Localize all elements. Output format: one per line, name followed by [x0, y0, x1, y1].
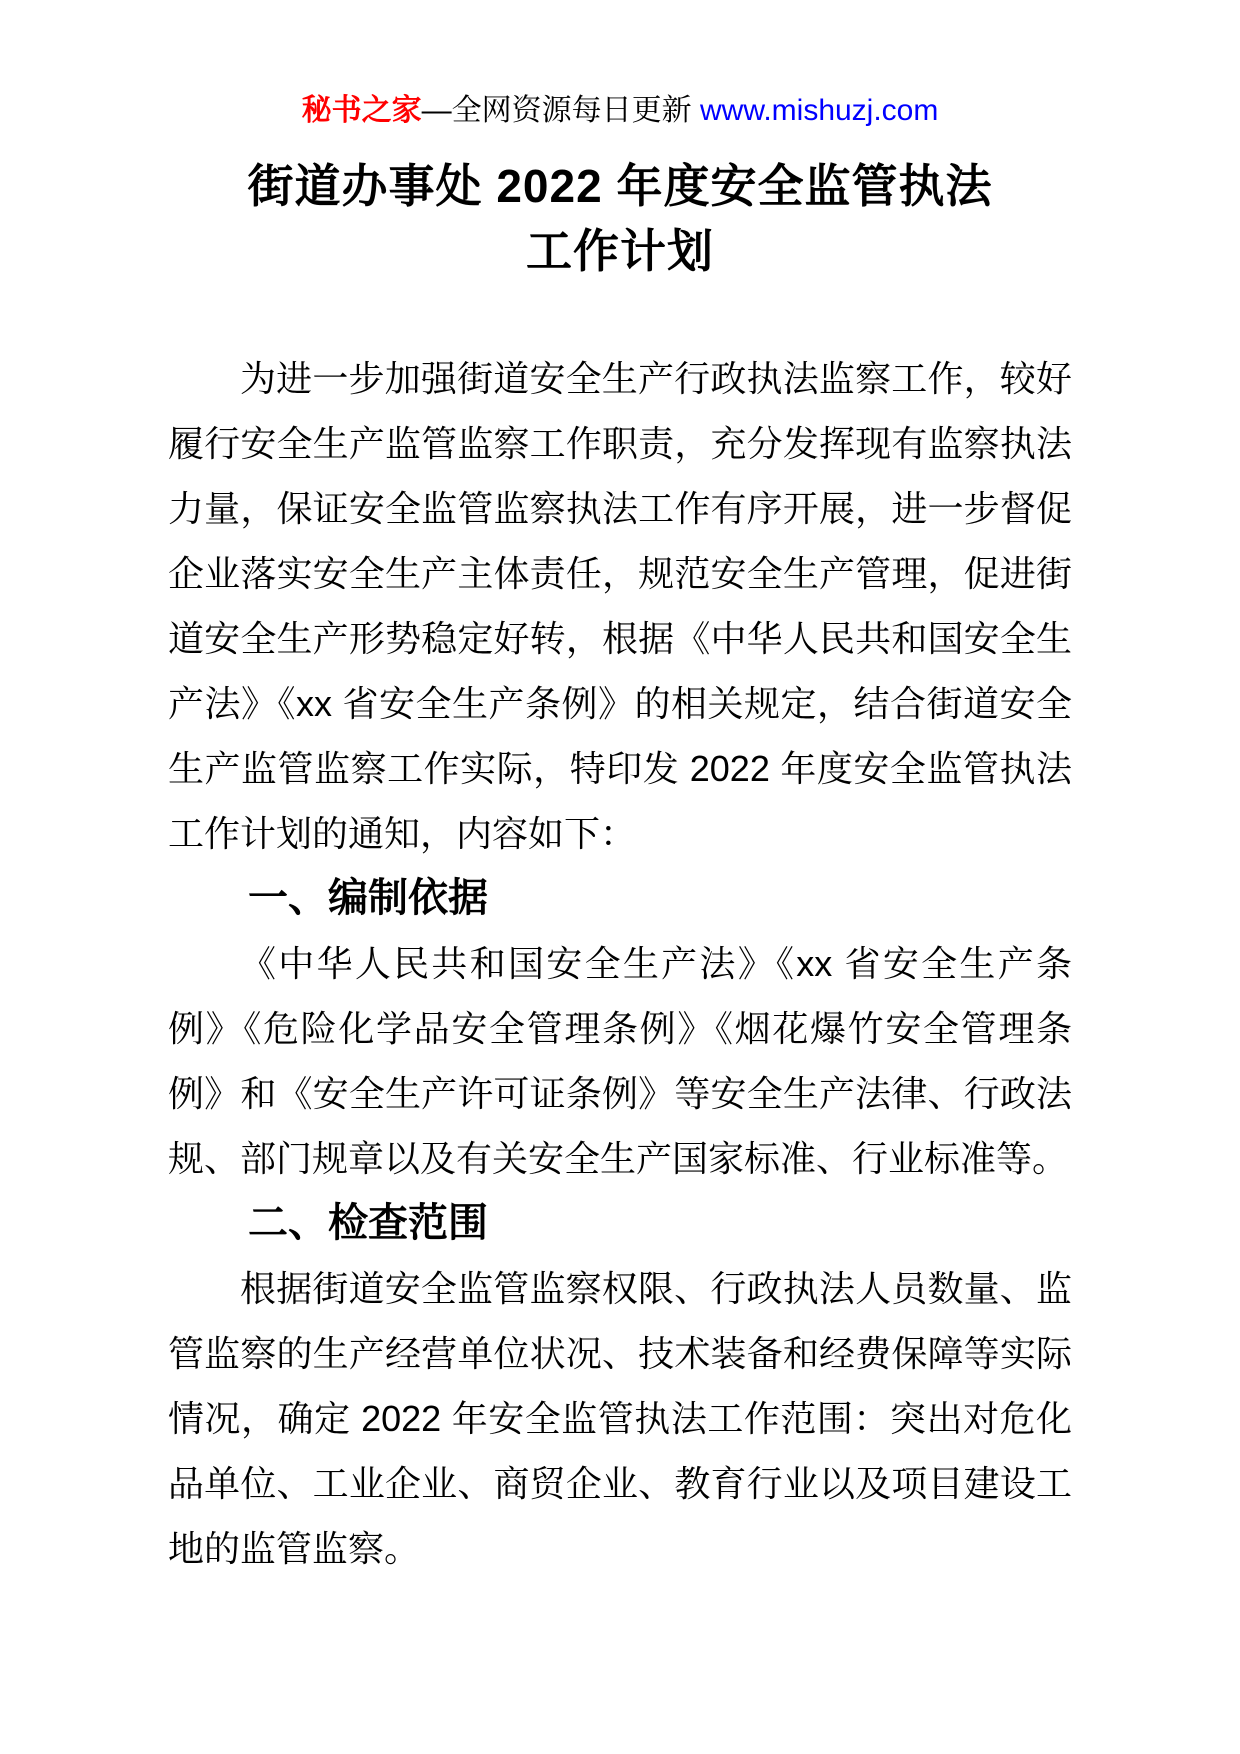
paragraph-intro: 为进一步加强街道安全生产行政执法监察工作，较好履行安全生产监管监察工作职责，充分发挥现有监察执法力量，保证安全监管监察执法工作有序开展，进一步督促企业落实安全生产主体责任，规范安全生产管理，促进街道安全生产形势稳定好转，根据《中华人民共和国安全生产法》《xx 省安全生产条例》的相关规定，结合街道安全生产监管监察工作实际，特印发 2022 年度安全监管执法工作计划的通知，内容如下：: [168, 358, 1072, 854]
document-body: [168, 346, 1072, 1581]
document-title: [168, 154, 1072, 284]
document-title-line2: 工作计划: [526, 225, 714, 277]
document-title-line1: 街道办事处 2022 年度安全监管执法: [247, 160, 993, 212]
section-heading-1: 一、编制依据: [248, 876, 488, 920]
paragraph-section-1: 《中华人民共和国安全生产法》《xx 省安全生产条例》《危险化学品安全管理条例》《烟花爆竹安全管理条例》和《安全生产许可证条例》等安全生产法律、行政法规、部门规章以及有关安全生产国家标准、行业标准等。: [168, 943, 1072, 1179]
site-url-link[interactable]: www.mishuzj.com: [699, 94, 939, 127]
paragraph-section-2: 根据街道安全监管监察权限、行政执法人员数量、监管监察的生产经营单位状况、技术装备和经费保障等实际情况，确定 2022 年安全监管执法工作范围：突出对危化品单位、工业企业、商贸企业、教育行业以及项目建设工地的监管监察。: [168, 1268, 1072, 1569]
section-heading-2: 二、检查范围: [248, 1201, 488, 1245]
site-header: [168, 90, 1072, 132]
document-content: [168, 0, 1072, 1581]
site-brand: 秘书之家: [301, 94, 422, 127]
site-tagline: —全网资源每日更新: [421, 94, 700, 127]
